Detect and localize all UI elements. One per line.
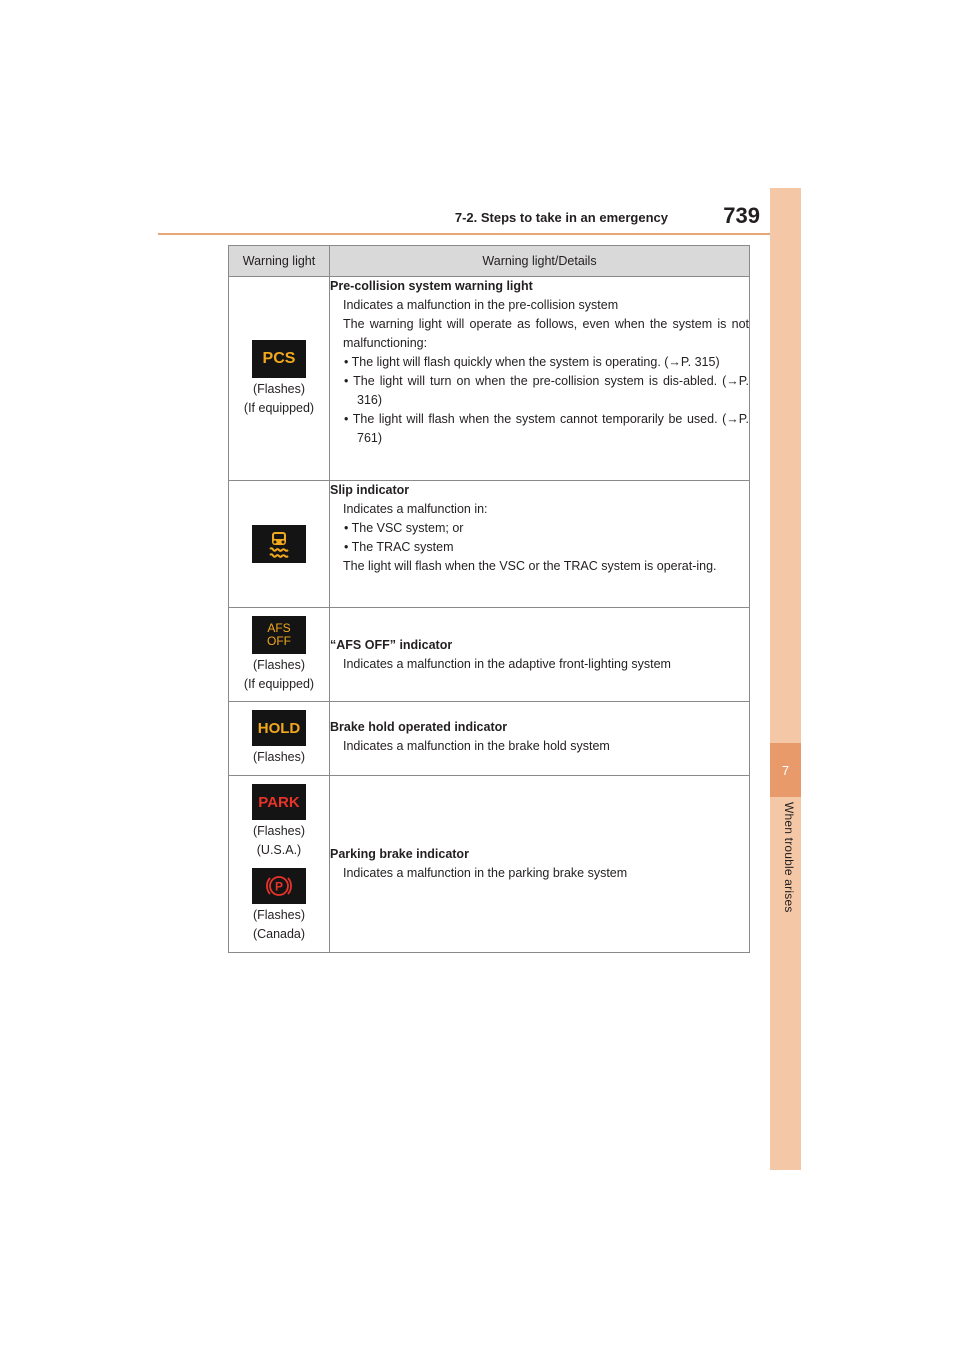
- detail-title: Pre-collision system warning light: [330, 279, 533, 293]
- col-header-details: Warning light/Details: [330, 246, 750, 277]
- warning-lights-table: [228, 245, 750, 953]
- detail-title: Brake hold operated indicator: [330, 720, 508, 734]
- afs-off-icon: [252, 616, 306, 654]
- chapter-tab[interactable]: [770, 743, 801, 797]
- detail-text: The warning light will operate as follows, even when the system is not malfunctioning:: [343, 317, 749, 350]
- table-row: [229, 277, 750, 481]
- detail-title: Parking brake indicator: [330, 847, 469, 861]
- if-equipped-note: (If equipped): [243, 400, 315, 415]
- brake-hold-icon: [252, 710, 306, 746]
- icon-cell: [229, 481, 330, 608]
- detail-text: Indicates a malfunction in the brake hold system: [343, 739, 610, 753]
- canada-note: (Canada): [252, 927, 306, 941]
- flashes-note: (Flashes): [252, 750, 306, 764]
- afs-icon-label: AFS: [267, 620, 291, 635]
- detail-text: The light will flash when the VSC or the TRAC system is operat-ing.: [343, 559, 717, 573]
- bullet-text: The light will flash quickly when the system is operating. (→P. 315): [351, 355, 720, 369]
- if-equipped-note: (If equipped): [243, 676, 315, 691]
- chapter-title: When trouble arises: [782, 802, 796, 913]
- icon-cell: [229, 608, 330, 702]
- chapter-number: 7: [781, 762, 790, 778]
- detail-bullet: • The TRAC system: [344, 540, 454, 554]
- flashes-note: (Flashes): [252, 657, 306, 672]
- section-title: 7-2. Steps to take in an emergency: [454, 210, 668, 225]
- detail-text: Indicates a malfunction in the pre-collision system: [343, 298, 619, 312]
- bullet-text: The TRAC system: [351, 540, 454, 554]
- table-row: [229, 702, 750, 776]
- table-row: [229, 776, 750, 953]
- table-row: [229, 481, 750, 608]
- header-rule: [158, 233, 770, 235]
- detail-text: Indicates a malfunction in the parking brake system: [343, 866, 628, 880]
- usa-note: (U.S.A.): [256, 843, 302, 857]
- circle-p-icon: [264, 871, 294, 901]
- col-header-warning-light: Warning light: [229, 246, 330, 277]
- flashes-note: (Flashes): [252, 908, 306, 922]
- icon-cell: [229, 702, 330, 776]
- pcs-icon-label: PCS: [262, 349, 296, 367]
- detail-cell: [330, 702, 750, 776]
- page-number: 739: [723, 203, 760, 228]
- detail-cell: [330, 608, 750, 702]
- chapter-side-strip: [770, 188, 801, 1170]
- slip-indicator-icon: [252, 525, 306, 563]
- icon-cell: [229, 277, 330, 481]
- bullet-text: The light will turn on when the pre-collision system is dis-abled. (→P. 316): [353, 374, 750, 407]
- detail-text: Indicates a malfunction in the adaptive front-lighting system: [343, 656, 671, 671]
- detail-cell: [330, 277, 750, 481]
- detail-title: “AFS OFF” indicator: [330, 637, 453, 652]
- bullet-text: The light will flash when the system cannot temporarily be used. (→P. 761): [352, 412, 750, 445]
- bullet-text: The VSC system; or: [351, 521, 464, 535]
- flashes-note: (Flashes): [252, 824, 306, 838]
- parking-brake-canada-icon: [252, 868, 306, 904]
- detail-text: Indicates a malfunction in:: [343, 502, 488, 516]
- hold-icon-label: HOLD: [257, 719, 301, 737]
- canada-icon-letter: P: [274, 879, 284, 894]
- detail-cell: [330, 481, 750, 608]
- detail-bullet: • The VSC system; or: [344, 521, 464, 535]
- detail-cell: [330, 776, 750, 953]
- detail-bullet: • The light will flash when the system cannot temporarily be used. (→P. 761): [344, 412, 750, 445]
- park-icon-label: PARK: [258, 793, 300, 811]
- off-icon-label: OFF: [267, 633, 291, 648]
- detail-bullet: • The light will turn on when the pre-collision system is dis-abled. (→P. 316): [344, 374, 750, 407]
- detail-bullet: • The light will flash quickly when the system is operating. (→P. 315): [344, 355, 720, 369]
- table-row: [229, 608, 750, 702]
- detail-title: Slip indicator: [330, 483, 410, 497]
- table-header-row: [229, 246, 750, 277]
- icon-cell: [229, 776, 330, 953]
- skidding-car-icon: [264, 529, 294, 559]
- pcs-warning-icon: [252, 340, 306, 378]
- flashes-note: (Flashes): [252, 381, 306, 396]
- park-us-icon: [252, 784, 306, 820]
